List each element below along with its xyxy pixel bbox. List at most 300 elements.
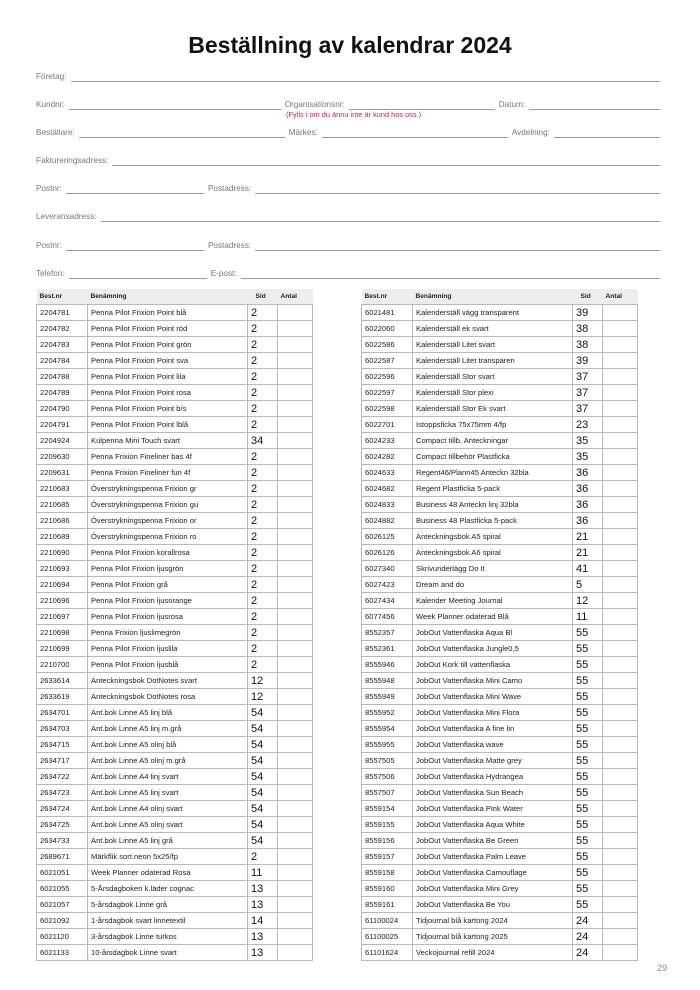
item-name: JobOut Vattenflaska Mini Flora — [413, 704, 573, 720]
item-name: Compact tillbehör Plastficka — [413, 448, 573, 464]
item-number: 6021057 — [37, 896, 88, 912]
table-header-row — [37, 289, 313, 304]
item-number: 2210700 — [37, 656, 88, 672]
item-number: 6027434 — [362, 592, 413, 608]
item-name: JobOut Vattenflaska Sun Beach — [413, 784, 573, 800]
item-page: 2 — [248, 624, 278, 640]
epost-field[interactable] — [241, 271, 660, 279]
item-number: 6021481 — [362, 304, 413, 320]
quantity-input[interactable] — [603, 400, 638, 416]
quantity-input[interactable] — [278, 368, 313, 384]
quantity-input[interactable] — [278, 528, 313, 544]
table-row — [37, 752, 313, 768]
table-row — [362, 496, 638, 512]
postnr-field[interactable] — [66, 186, 204, 194]
quantity-input[interactable] — [603, 432, 638, 448]
quantity-input[interactable] — [603, 448, 638, 464]
table-row — [362, 592, 638, 608]
item-name: Penna Pilot Frixion korallrosa — [88, 544, 248, 560]
header-best-nr: Best.nr — [362, 289, 413, 304]
item-page: 55 — [573, 688, 603, 704]
item-number: 6026126 — [362, 544, 413, 560]
item-page: 55 — [573, 880, 603, 896]
item-name: Överstrykningspenna Frixion gr — [88, 480, 248, 496]
item-page: 54 — [248, 784, 278, 800]
quantity-input[interactable] — [278, 928, 313, 944]
quantity-input[interactable] — [603, 368, 638, 384]
table-row — [362, 640, 638, 656]
item-page: 55 — [573, 656, 603, 672]
item-name: Week Planner odaterad Rosa — [88, 864, 248, 880]
item-name: Anteckningsbok A5 spiral — [413, 528, 573, 544]
quantity-input[interactable] — [603, 640, 638, 656]
table-row — [37, 544, 313, 560]
item-name: JobOut Vattenflaska Pink Water — [413, 800, 573, 816]
item-page: 24 — [573, 912, 603, 928]
quantity-input[interactable] — [603, 848, 638, 864]
quantity-input[interactable] — [603, 608, 638, 624]
item-number: 2210693 — [37, 560, 88, 576]
item-page: 55 — [573, 848, 603, 864]
table-row — [362, 368, 638, 384]
quantity-input[interactable] — [278, 896, 313, 912]
item-page: 54 — [248, 752, 278, 768]
item-name: Penna Pilot Frixion Point blå — [88, 304, 248, 320]
item-number: 2210698 — [37, 624, 88, 640]
quantity-input[interactable] — [603, 304, 638, 320]
quantity-input[interactable] — [603, 896, 638, 912]
item-number: 6027423 — [362, 576, 413, 592]
item-name: JobOut Vattenflaska Hydrangea — [413, 768, 573, 784]
bestallare-field[interactable] — [79, 130, 285, 138]
quantity-input[interactable] — [603, 768, 638, 784]
item-page: 34 — [248, 432, 278, 448]
postadress-field[interactable] — [255, 186, 660, 194]
item-number: 2204788 — [37, 368, 88, 384]
label-faktureringsadress: Faktureringsadress: — [36, 156, 109, 165]
table-row — [362, 848, 638, 864]
item-number: 2209630 — [37, 448, 88, 464]
item-number: 6022701 — [362, 416, 413, 432]
table-row — [37, 320, 313, 336]
table-row — [362, 448, 638, 464]
quantity-input[interactable] — [603, 912, 638, 928]
quantity-input[interactable] — [278, 352, 313, 368]
quantity-input[interactable] — [278, 912, 313, 928]
item-name: Ant.bok Linne A4 linj svart — [88, 768, 248, 784]
item-page: 54 — [248, 736, 278, 752]
quantity-input[interactable] — [603, 544, 638, 560]
quantity-input[interactable] — [278, 544, 313, 560]
item-number: 6024233 — [362, 432, 413, 448]
table-row — [362, 768, 638, 784]
quantity-input[interactable] — [278, 736, 313, 752]
item-number: 2634715 — [37, 736, 88, 752]
item-page: 2 — [248, 512, 278, 528]
quantity-input[interactable] — [278, 944, 313, 960]
row-kundnr — [36, 96, 660, 110]
item-number: 2634717 — [37, 752, 88, 768]
quantity-input[interactable] — [603, 496, 638, 512]
item-name: JobOut Vattenflaska Palm Leave — [413, 848, 573, 864]
item-name: Compact tillb, Anteckningar — [413, 432, 573, 448]
item-name: Business 48 Plastficka 5-pack — [413, 512, 573, 528]
item-number: 2210689 — [37, 528, 88, 544]
item-name: Penna Pilot Frixion grå — [88, 576, 248, 592]
header-benamning: Benämning — [88, 289, 248, 304]
quantity-input[interactable] — [278, 592, 313, 608]
row-leveransadress — [36, 208, 660, 222]
item-page: 2 — [248, 640, 278, 656]
quantity-input[interactable] — [603, 320, 638, 336]
item-name: 10-årsdagbok Linne svart — [88, 944, 248, 960]
table-row — [37, 720, 313, 736]
item-number: 8555949 — [362, 688, 413, 704]
quantity-input[interactable] — [278, 400, 313, 416]
quantity-input[interactable] — [603, 832, 638, 848]
table-row — [37, 848, 313, 864]
item-name: JobOut Vattenflaska Be You — [413, 896, 573, 912]
item-number: 6024833 — [362, 496, 413, 512]
order-table-left — [36, 289, 313, 961]
quantity-input[interactable] — [278, 768, 313, 784]
label-markes: Märkes: — [288, 128, 318, 137]
quantity-input[interactable] — [278, 688, 313, 704]
item-name: Penna Pilot Frixion Point rosa — [88, 384, 248, 400]
datum-field[interactable] — [529, 102, 660, 110]
table-row — [362, 672, 638, 688]
avdelning-field[interactable] — [554, 130, 660, 138]
item-number: 6021120 — [37, 928, 88, 944]
item-name: JobOut Vattenflaska Camouflage — [413, 864, 573, 880]
quantity-input[interactable] — [603, 480, 638, 496]
item-name: Kalender Meeting Journal — [413, 592, 573, 608]
table-header-row — [362, 289, 638, 304]
quantity-input[interactable] — [278, 832, 313, 848]
quantity-input[interactable] — [603, 800, 638, 816]
quantity-input[interactable] — [603, 816, 638, 832]
item-page: 2 — [248, 608, 278, 624]
telefon-field[interactable] — [69, 271, 207, 279]
item-page: 2 — [248, 480, 278, 496]
item-number: 6022586 — [362, 336, 413, 352]
table-row — [37, 432, 313, 448]
organisationsnr-field[interactable] — [349, 102, 495, 110]
quantity-input[interactable] — [278, 752, 313, 768]
item-page: 54 — [248, 816, 278, 832]
item-page: 21 — [573, 528, 603, 544]
item-name: Penna Pilot Frixion Point sva — [88, 352, 248, 368]
item-number: 6022596 — [362, 368, 413, 384]
table-row — [37, 400, 313, 416]
item-name: Kalenderställ Stor svart — [413, 368, 573, 384]
quantity-input[interactable] — [278, 320, 313, 336]
table-row — [37, 832, 313, 848]
quantity-input[interactable] — [603, 576, 638, 592]
item-page: 13 — [248, 944, 278, 960]
item-name: Kalenderställ Stor Ek svart — [413, 400, 573, 416]
quantity-input[interactable] — [603, 336, 638, 352]
quantity-input[interactable] — [603, 512, 638, 528]
item-number: 2633619 — [37, 688, 88, 704]
item-page: 55 — [573, 832, 603, 848]
item-name: JobOut Vattenflaska Aqua Bl — [413, 624, 573, 640]
quantity-input[interactable] — [603, 352, 638, 368]
item-page: 39 — [573, 352, 603, 368]
quantity-input[interactable] — [278, 480, 313, 496]
postadress-leverans-field[interactable] — [255, 243, 660, 251]
item-name: Istoppsficka 75x75mm 4/fp — [413, 416, 573, 432]
item-number: 8559156 — [362, 832, 413, 848]
item-page: 13 — [248, 880, 278, 896]
quantity-input[interactable] — [278, 704, 313, 720]
table-row — [37, 704, 313, 720]
item-name: Överstrykningspenna Frixion gu — [88, 496, 248, 512]
item-page: 24 — [573, 944, 603, 960]
table-row — [37, 368, 313, 384]
table-row — [37, 864, 313, 880]
quantity-input[interactable] — [278, 816, 313, 832]
row-bestallare — [36, 124, 660, 138]
table-row — [37, 768, 313, 784]
item-page: 2 — [248, 368, 278, 384]
item-number: 2210683 — [37, 480, 88, 496]
item-name: Skrivunderlägg Do It — [413, 560, 573, 576]
quantity-input[interactable] — [603, 464, 638, 480]
item-number: 6024682 — [362, 480, 413, 496]
item-number: 2204783 — [37, 336, 88, 352]
table-row — [37, 880, 313, 896]
item-name: Kulpenna Mini Touch svart — [88, 432, 248, 448]
item-name: Ant.bok Linne A4 olinj svart — [88, 800, 248, 816]
item-page: 24 — [573, 928, 603, 944]
item-name: Tidjournal blå kartong 2025 — [413, 928, 573, 944]
quantity-input[interactable] — [278, 496, 313, 512]
item-name: Penna Pilot Frixion ljuslila — [88, 640, 248, 656]
item-page: 2 — [248, 656, 278, 672]
item-page: 55 — [573, 896, 603, 912]
quantity-input[interactable] — [278, 784, 313, 800]
item-page: 35 — [573, 448, 603, 464]
item-number: 2204790 — [37, 400, 88, 416]
table-row — [362, 784, 638, 800]
quantity-input[interactable] — [603, 656, 638, 672]
kundnr-field[interactable] — [69, 102, 281, 110]
quantity-input[interactable] — [278, 656, 313, 672]
item-name: JobOut Vattenflaska Jungle0,5 — [413, 640, 573, 656]
table-row — [37, 528, 313, 544]
item-number: 2204784 — [37, 352, 88, 368]
postnr-leverans-field[interactable] — [66, 243, 204, 251]
table-row — [37, 384, 313, 400]
item-page: 14 — [248, 912, 278, 928]
table-row — [362, 864, 638, 880]
item-number: 8557505 — [362, 752, 413, 768]
quantity-input[interactable] — [603, 864, 638, 880]
quantity-input[interactable] — [278, 672, 313, 688]
table-row — [362, 752, 638, 768]
item-name: Ant.bok Linne A5 olinj m.grå — [88, 752, 248, 768]
label-datum: Datum: — [498, 100, 526, 109]
item-page: 12 — [248, 688, 278, 704]
item-number: 2634724 — [37, 800, 88, 816]
row-postnr-2 — [36, 237, 660, 251]
table-row — [362, 800, 638, 816]
item-number: 8557507 — [362, 784, 413, 800]
label-postadress: Postadress: — [207, 184, 252, 193]
table-row — [362, 544, 638, 560]
quantity-input[interactable] — [603, 592, 638, 608]
item-page: 55 — [573, 672, 603, 688]
item-page: 2 — [248, 528, 278, 544]
item-page: 54 — [248, 704, 278, 720]
table-row — [362, 704, 638, 720]
item-number: 8555948 — [362, 672, 413, 688]
quantity-input[interactable] — [278, 640, 313, 656]
item-name: Penna Pilot Frixion ljusgrön — [88, 560, 248, 576]
item-page: 54 — [248, 832, 278, 848]
item-page: 38 — [573, 336, 603, 352]
quantity-input[interactable] — [278, 624, 313, 640]
item-name: Anteckningsbok A6 spiral — [413, 544, 573, 560]
quantity-input[interactable] — [278, 864, 313, 880]
header-antal: Antal — [278, 289, 313, 304]
item-name: Penna Pilot Frixion Point grön — [88, 336, 248, 352]
quantity-input[interactable] — [603, 416, 638, 432]
leveransadress-field[interactable] — [101, 214, 660, 222]
quantity-input[interactable] — [278, 416, 313, 432]
quantity-input[interactable] — [278, 512, 313, 528]
item-number: 2204789 — [37, 384, 88, 400]
quantity-input[interactable] — [603, 384, 638, 400]
table-row — [362, 656, 638, 672]
table-row — [37, 688, 313, 704]
table-row — [37, 464, 313, 480]
item-name: Kalenderställ Stor plexi — [413, 384, 573, 400]
table-row — [362, 352, 638, 368]
item-page: 2 — [248, 384, 278, 400]
item-name: 5-Årsdagboken k.läder cognac — [88, 880, 248, 896]
table-row — [37, 624, 313, 640]
item-page: 41 — [573, 560, 603, 576]
label-leveransadress: Leveransadress: — [36, 212, 97, 221]
item-number: 6021092 — [37, 912, 88, 928]
markes-field[interactable] — [322, 130, 508, 138]
table-row — [362, 624, 638, 640]
table-row — [37, 944, 313, 960]
quantity-input[interactable] — [278, 608, 313, 624]
item-page: 37 — [573, 400, 603, 416]
table-row — [362, 304, 638, 320]
quantity-input[interactable] — [603, 752, 638, 768]
item-page: 36 — [573, 480, 603, 496]
item-page: 11 — [248, 864, 278, 880]
table-row — [37, 656, 313, 672]
item-name: Ant.bok Linne A5 olinj svart — [88, 816, 248, 832]
order-table-right — [361, 289, 638, 961]
table-row — [362, 688, 638, 704]
quantity-input[interactable] — [603, 528, 638, 544]
item-page: 12 — [573, 592, 603, 608]
quantity-input[interactable] — [278, 576, 313, 592]
item-page: 2 — [248, 304, 278, 320]
faktureringsadress-field[interactable] — [112, 158, 660, 166]
item-number: 2633614 — [37, 672, 88, 688]
row-postnr-1 — [36, 180, 660, 194]
quantity-input[interactable] — [278, 384, 313, 400]
quantity-input[interactable] — [278, 464, 313, 480]
quantity-input[interactable] — [603, 704, 638, 720]
item-name: Kalenderställ Litet transparen — [413, 352, 573, 368]
table-row — [362, 416, 638, 432]
table-row — [37, 448, 313, 464]
table-row — [37, 928, 313, 944]
item-name: Dream and do — [413, 576, 573, 592]
table-row — [362, 480, 638, 496]
quantity-input[interactable] — [278, 432, 313, 448]
item-name: Överstrykningspenna Frixion ro — [88, 528, 248, 544]
table-row — [37, 800, 313, 816]
item-name: Ant.bok Linne A5 linj m.grå — [88, 720, 248, 736]
quantity-input[interactable] — [603, 672, 638, 688]
item-number: 6027340 — [362, 560, 413, 576]
item-page: 36 — [573, 512, 603, 528]
table-row — [37, 592, 313, 608]
item-number: 2689671 — [37, 848, 88, 864]
quantity-input[interactable] — [603, 944, 638, 960]
item-page: 55 — [573, 736, 603, 752]
quantity-input[interactable] — [278, 720, 313, 736]
quantity-input[interactable] — [278, 848, 313, 864]
table-row — [362, 912, 638, 928]
table-row — [37, 496, 313, 512]
quantity-input[interactable] — [278, 336, 313, 352]
item-number: 2210686 — [37, 512, 88, 528]
quantity-input[interactable] — [603, 688, 638, 704]
item-number: 8552361 — [362, 640, 413, 656]
item-name: Tidjournal blå kartong 2024 — [413, 912, 573, 928]
item-name: Penna Pilot Frixion Point röd — [88, 320, 248, 336]
item-page: 2 — [248, 320, 278, 336]
table-row — [362, 400, 638, 416]
item-page: 2 — [248, 400, 278, 416]
item-page: 55 — [573, 640, 603, 656]
item-page: 37 — [573, 368, 603, 384]
item-number: 8559157 — [362, 848, 413, 864]
foretag-field[interactable] — [71, 74, 661, 82]
quantity-input[interactable] — [278, 448, 313, 464]
item-name: JobOut Vattenflaska Mini Wave — [413, 688, 573, 704]
quantity-input[interactable] — [603, 880, 638, 896]
table-row — [362, 528, 638, 544]
item-number: 6021051 — [37, 864, 88, 880]
item-name: Business 48 Anteckn linj 32bla — [413, 496, 573, 512]
quantity-input[interactable] — [278, 304, 313, 320]
quantity-input[interactable] — [603, 624, 638, 640]
item-number: 61100024 — [362, 912, 413, 928]
quantity-input[interactable] — [603, 736, 638, 752]
quantity-input[interactable] — [603, 560, 638, 576]
quantity-input[interactable] — [603, 784, 638, 800]
quantity-input[interactable] — [603, 928, 638, 944]
table-row — [37, 480, 313, 496]
quantity-input[interactable] — [278, 800, 313, 816]
item-name: JobOut Vattenflaska Aqua White — [413, 816, 573, 832]
header-sid: Sid — [573, 289, 603, 304]
quantity-input[interactable] — [278, 880, 313, 896]
quantity-input[interactable] — [603, 720, 638, 736]
quantity-input[interactable] — [278, 560, 313, 576]
